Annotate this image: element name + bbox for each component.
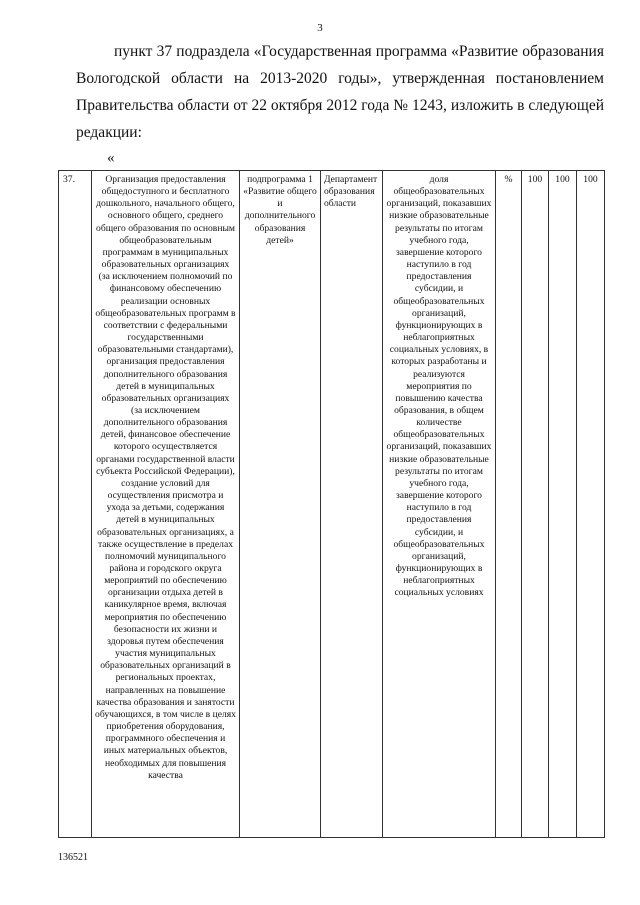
value-1: 100 [527, 174, 543, 185]
table-row [59, 171, 605, 838]
intro-paragraph [76, 38, 604, 146]
footer-code: 136521 [58, 852, 88, 863]
program-table [58, 170, 605, 838]
value-cell-1 [522, 171, 549, 838]
value-cell-3 [577, 171, 605, 838]
row-number-cell [59, 171, 92, 838]
row-number: 37. [63, 174, 75, 185]
unit-text: % [504, 174, 513, 185]
indicator-text: доля общеобразовательных организаций, показавших низкие образовательные результаты по итогам учебного года, завершение которого наступило в год предоставления субсидии, и общеобразовательных организаций, функционирующих в неблагоприятных социальных условиях, в которых разработаны и реализуются мероприятия по повышению качества образования, в общем количестве общеобразовательных организаций, показавших низкие образовательные результаты по итогам учебного года, завершение которого наступило в год предоставления субсидии, и общеобразовательных организаций, функционирующих в неблагоприятных социальных условиях [386, 174, 492, 599]
indicator-cell [383, 171, 496, 838]
unit-cell [496, 171, 522, 838]
value-cell-2 [549, 171, 577, 838]
description-cell [92, 171, 240, 838]
subprogram-text: подпрограмма 1 «Развитие общего и дополнительного образования детей» [243, 174, 317, 246]
department-cell [321, 171, 383, 838]
subprogram-cell [240, 171, 321, 838]
value-2: 100 [555, 174, 570, 185]
description-text: Организация предоставления общедоступного и бесплатного дошкольного, начального общего, основного общего, среднего общего образования по основным общеобразовательным программам в муниципальных образовательных организациях (за исключением полномочий по финансовому обеспечению реализации основных общеобразовательных программ в соответствии с федеральными государственными образовательными стандартами), организация предоставления дополнительного образования детей в муниципальных образовательных организациях (за исключением дополнительного образования детей, финансовое обеспечение которого осуществляется органами государственной власти субъекта Российской Федерации), создание условий для осуществления присмотра и ухода за детьми, содержания детей в муниципальных образовательных организациях, а также осуществление в пределах полномочий муниципального района и городского округа мероприятий по обеспечению организации отдыха детей в каникулярное время, включая мероприятия по обеспечению безопасности их жизни и здоровья путем обеспечения участия муниципальных образовательных организаций в региональных проектах, направленных на повышение качества образования и занятости обучающихся, в том числе в целях приобретения оборудования, программного обеспечения и иных материальных объектов, необходимых для повышения качества [95, 174, 236, 781]
department-text: Департамент образования области [324, 174, 378, 210]
opening-quote: « [107, 150, 115, 166]
intro-text: пункт 37 подраздела «Государственная программа «Развитие образования Вологодской области на 2013-2020 годы», утвержденная постановлением Правительства области от 22 октября 2012 года № 1243, изложить в следующей редакции: [76, 43, 604, 141]
page-number: 3 [317, 22, 323, 34]
value-3: 100 [583, 174, 598, 185]
